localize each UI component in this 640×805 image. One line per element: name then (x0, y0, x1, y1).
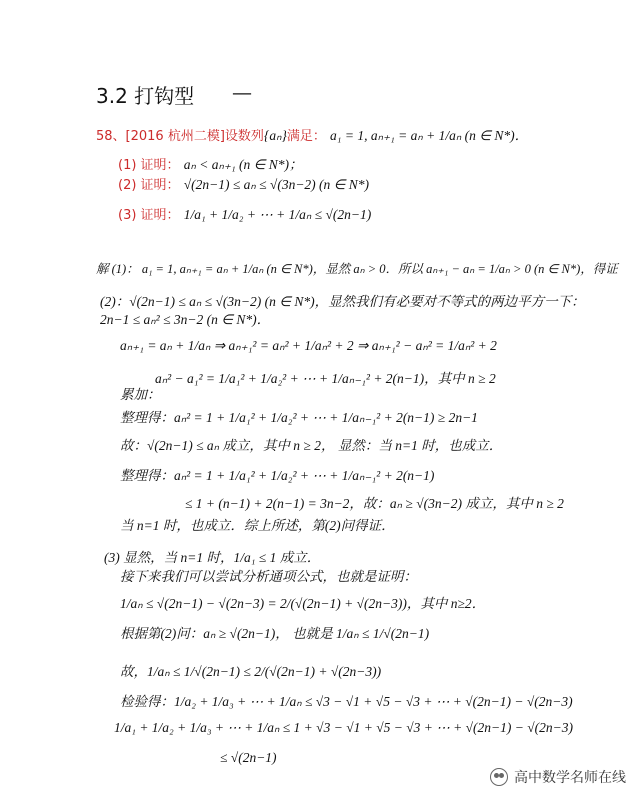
solution-line-12: (3) 显然，当 n=1 时，1/a₁ ≤ 1 成立． (104, 550, 321, 565)
watermark-text: 高中数学名师在线 (514, 770, 626, 786)
problem-condition: a₁ = 1, aₙ₊₁ = aₙ + 1/aₙ (n ∈ N*)． (330, 128, 529, 143)
problem-number: 58、 (96, 129, 126, 144)
section-dash: — (232, 80, 252, 104)
problem-sequence: {aₙ} (263, 128, 287, 143)
condition-label: 满足： (286, 129, 326, 144)
solution-line-10: ≤ 1 + (n−1) + 2(n−1) = 3n−2，故：aₙ ≥ √(3n−2) 成立，其中 n ≥ 2 (185, 496, 564, 511)
wechat-icon (490, 768, 508, 786)
solution-line-3: 2n−1 ≤ aₙ² ≤ 3n−2 (n ∈ N*)． (100, 312, 271, 327)
part-2-expr: √(2n−1) ≤ aₙ ≤ √(3n−2) (n ∈ N*) (183, 177, 370, 192)
problem-source: [2016 杭州二模]设数列 (125, 129, 264, 144)
solution-line-19: ≤ √(2n−1) (220, 750, 277, 765)
part-3-expr: 1/a₁ + 1/a₂ + ⋯ + 1/aₙ ≤ √(2n−1) (183, 207, 372, 222)
watermark (490, 767, 626, 787)
solution-line-15: 根据第(2)问：aₙ ≥ √(2n−1)， 也就是 1/aₙ ≤ 1/√(2n−1) (120, 626, 430, 641)
part-2-label: (2) 证明： (118, 178, 180, 193)
solution-line-13: 接下来我们可以尝试分析通项公式，也就是证明： (120, 569, 417, 584)
solution-line-5: aₙ² − a₁² = 1/a₁² + 1/a₂² + ⋯ + 1/aₙ₋₁² + 2(n−1)，其中 n ≥ 2 (155, 371, 496, 386)
solution-line-2: (2)：√(2n−1) ≤ aₙ ≤ √(3n−2) (n ∈ N*)，显然我们有必要对不等式的两边平方一下： (100, 294, 585, 309)
solution-line-18: 1/a₁ + 1/a₂ + 1/a₃ + ⋯ + 1/aₙ ≤ 1 + √3 − √1 + √5 − √3 + ⋯ + √(2n−1) − √(2n−3) (114, 720, 573, 735)
part-3-label: (3) 证明： (118, 208, 180, 223)
solution-line-9: 整理得：aₙ² = 1 + 1/a₁² + 1/a₂² + ⋯ + 1/aₙ₋₁² + 2(n−1) (120, 468, 435, 483)
problem-statement (96, 124, 528, 144)
solution-line-6: 累加： (120, 387, 161, 402)
solution-line-11: 当 n=1 时，也成立．综上所述，第(2)问得证． (120, 518, 395, 533)
part-3 (118, 204, 371, 223)
part-2 (118, 174, 369, 193)
solution-line-8: 故：√(2n−1) ≤ aₙ 成立，其中 n ≥ 2， 显然：当 n=1 时，也成立． (120, 438, 503, 453)
solution-line-4: aₙ₊₁ = aₙ + 1/aₙ ⇒ aₙ₊₁² = aₙ² + 1/aₙ² + 2 ⇒ aₙ₊₁² − aₙ² = 1/aₙ² + 2 (120, 338, 497, 353)
part-1-expr: aₙ < aₙ₊₁ (n ∈ N*)； (183, 157, 303, 172)
section-title: 3.2 打钩型 (96, 84, 195, 108)
solution-line-16: 故，1/aₙ ≤ 1/√(2n−1) ≤ 2/(√(2n−1) + √(2n−3)) (120, 664, 382, 679)
part-1 (118, 153, 303, 173)
solution-line-7: 整理得：aₙ² = 1 + 1/a₁² + 1/a₂² + ⋯ + 1/aₙ₋₁² + 2(n−1) ≥ 2n−1 (120, 410, 478, 425)
solution-line-17: 检验得：1/a₂ + 1/a₃ + ⋯ + 1/aₙ ≤ √3 − √1 + √5 − √3 + ⋯ + √(2n−1) − √(2n−3) (120, 694, 573, 709)
solution-line-14: 1/aₙ ≤ √(2n−1) − √(2n−3) = 2/(√(2n−1) + √(2n−3))，其中 n≥2． (120, 596, 486, 611)
solution-line-1: 解 (1)： a₁ = 1, aₙ₊₁ = aₙ + 1/aₙ (n ∈ N*)，显然 aₙ > 0．所以 aₙ₊₁ − aₙ = 1/aₙ > 0 (n ∈ N*)，得证 (96, 262, 618, 276)
part-1-label: (1) 证明： (118, 158, 180, 173)
